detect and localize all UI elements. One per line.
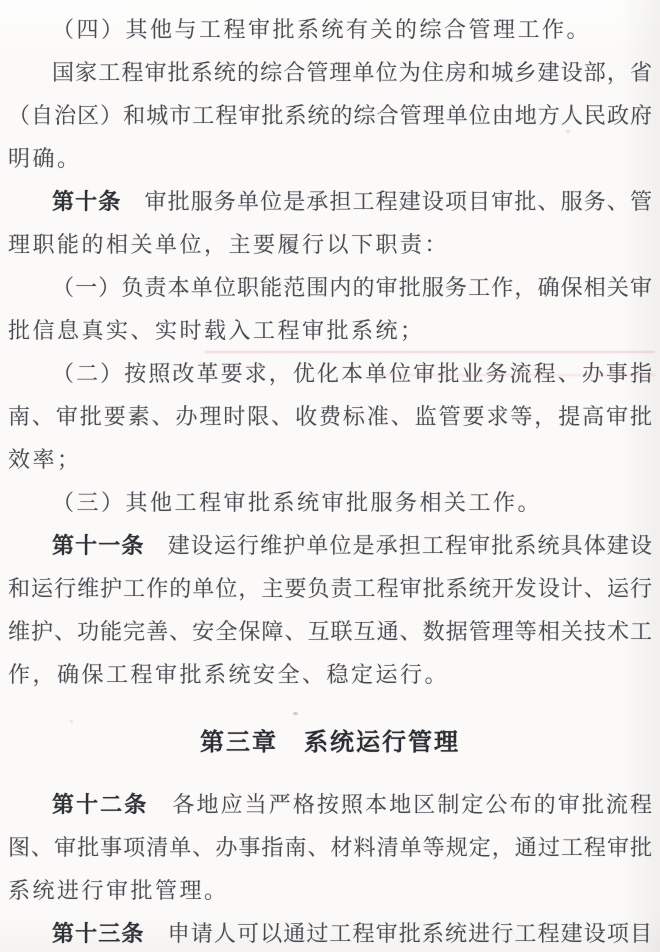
text-run: 图、审批事项清单、办事指南、材料清单等规定，通过工程审批 — [8, 835, 652, 860]
text-run: 国家工程审批系统的综合管理单位为住房和城乡建设部，省 — [52, 60, 652, 85]
text-line — [8, 266, 652, 309]
text-line — [8, 481, 652, 524]
text-line — [8, 8, 652, 51]
article-number: 第十条 — [52, 189, 122, 214]
text-run: 审批服务单位是承担工程建设项目审批、服务、管 — [121, 189, 652, 214]
text-run: （一）负责本单位职能范围内的审批服务工作，确保相关审 — [52, 275, 652, 300]
text-line — [8, 826, 652, 869]
text-line — [8, 653, 652, 696]
text-run: （四）其他与工程审批系统有关的综合管理工作。 — [52, 17, 592, 42]
article-number: 第十二条 — [52, 792, 149, 817]
text-run: 明确。 — [8, 146, 82, 171]
text-run: 和运行维护工作的单位，主要负责工程审批系统开发设计、运行 — [8, 576, 652, 601]
text-run: 作，确保工程审批系统安全、稳定运行。 — [8, 662, 450, 687]
text-line — [8, 524, 652, 567]
text-line — [8, 783, 652, 826]
text-run: 效率； — [8, 447, 82, 472]
text-line — [8, 912, 652, 952]
text-run: 批信息真实、实时载入工程审批系统； — [8, 318, 425, 343]
text-run: 系统进行审批管理。 — [8, 878, 229, 903]
text-run: 申请人可以通过工程审批系统进行工程建设项目 — [144, 921, 652, 946]
text-run: 第三章 系统运行管理 — [200, 729, 460, 756]
text-run: 理职能的相关单位，主要履行以下职责： — [8, 232, 450, 257]
text-line — [8, 352, 652, 395]
text-line — [8, 567, 652, 610]
chapter-heading — [8, 721, 652, 764]
text-run: （二）按照改革要求，优化本单位审批业务流程、办事指 — [52, 361, 652, 386]
text-line — [8, 395, 652, 438]
text-line — [8, 51, 652, 94]
text-line — [8, 94, 652, 137]
text-run: （三）其他工程审批系统审批服务相关工作。 — [52, 490, 543, 515]
text-run: 南、审批要素、办理时限、收费标准、监管要求等，提高审批 — [8, 404, 652, 429]
text-run: 各地应当严格按照本地区制定公布的审批流程 — [148, 792, 652, 817]
text-line — [8, 438, 652, 481]
text-line — [8, 137, 652, 180]
text-line — [8, 180, 652, 223]
text-run: （自治区）和城市工程审批系统的综合管理单位由地方人民政府 — [8, 103, 652, 128]
text-run: 建设运行维护单位是承担工程审批系统具体建设 — [144, 533, 652, 558]
text-run: 维护、功能完善、安全保障、互联互通、数据管理等相关技术工 — [8, 619, 652, 644]
text-line — [8, 223, 652, 266]
article-number: 第十三条 — [52, 921, 145, 946]
document-text — [8, 8, 652, 952]
text-line — [8, 869, 652, 912]
article-number: 第十一条 — [52, 533, 145, 558]
text-line — [8, 309, 652, 352]
text-line — [8, 610, 652, 653]
